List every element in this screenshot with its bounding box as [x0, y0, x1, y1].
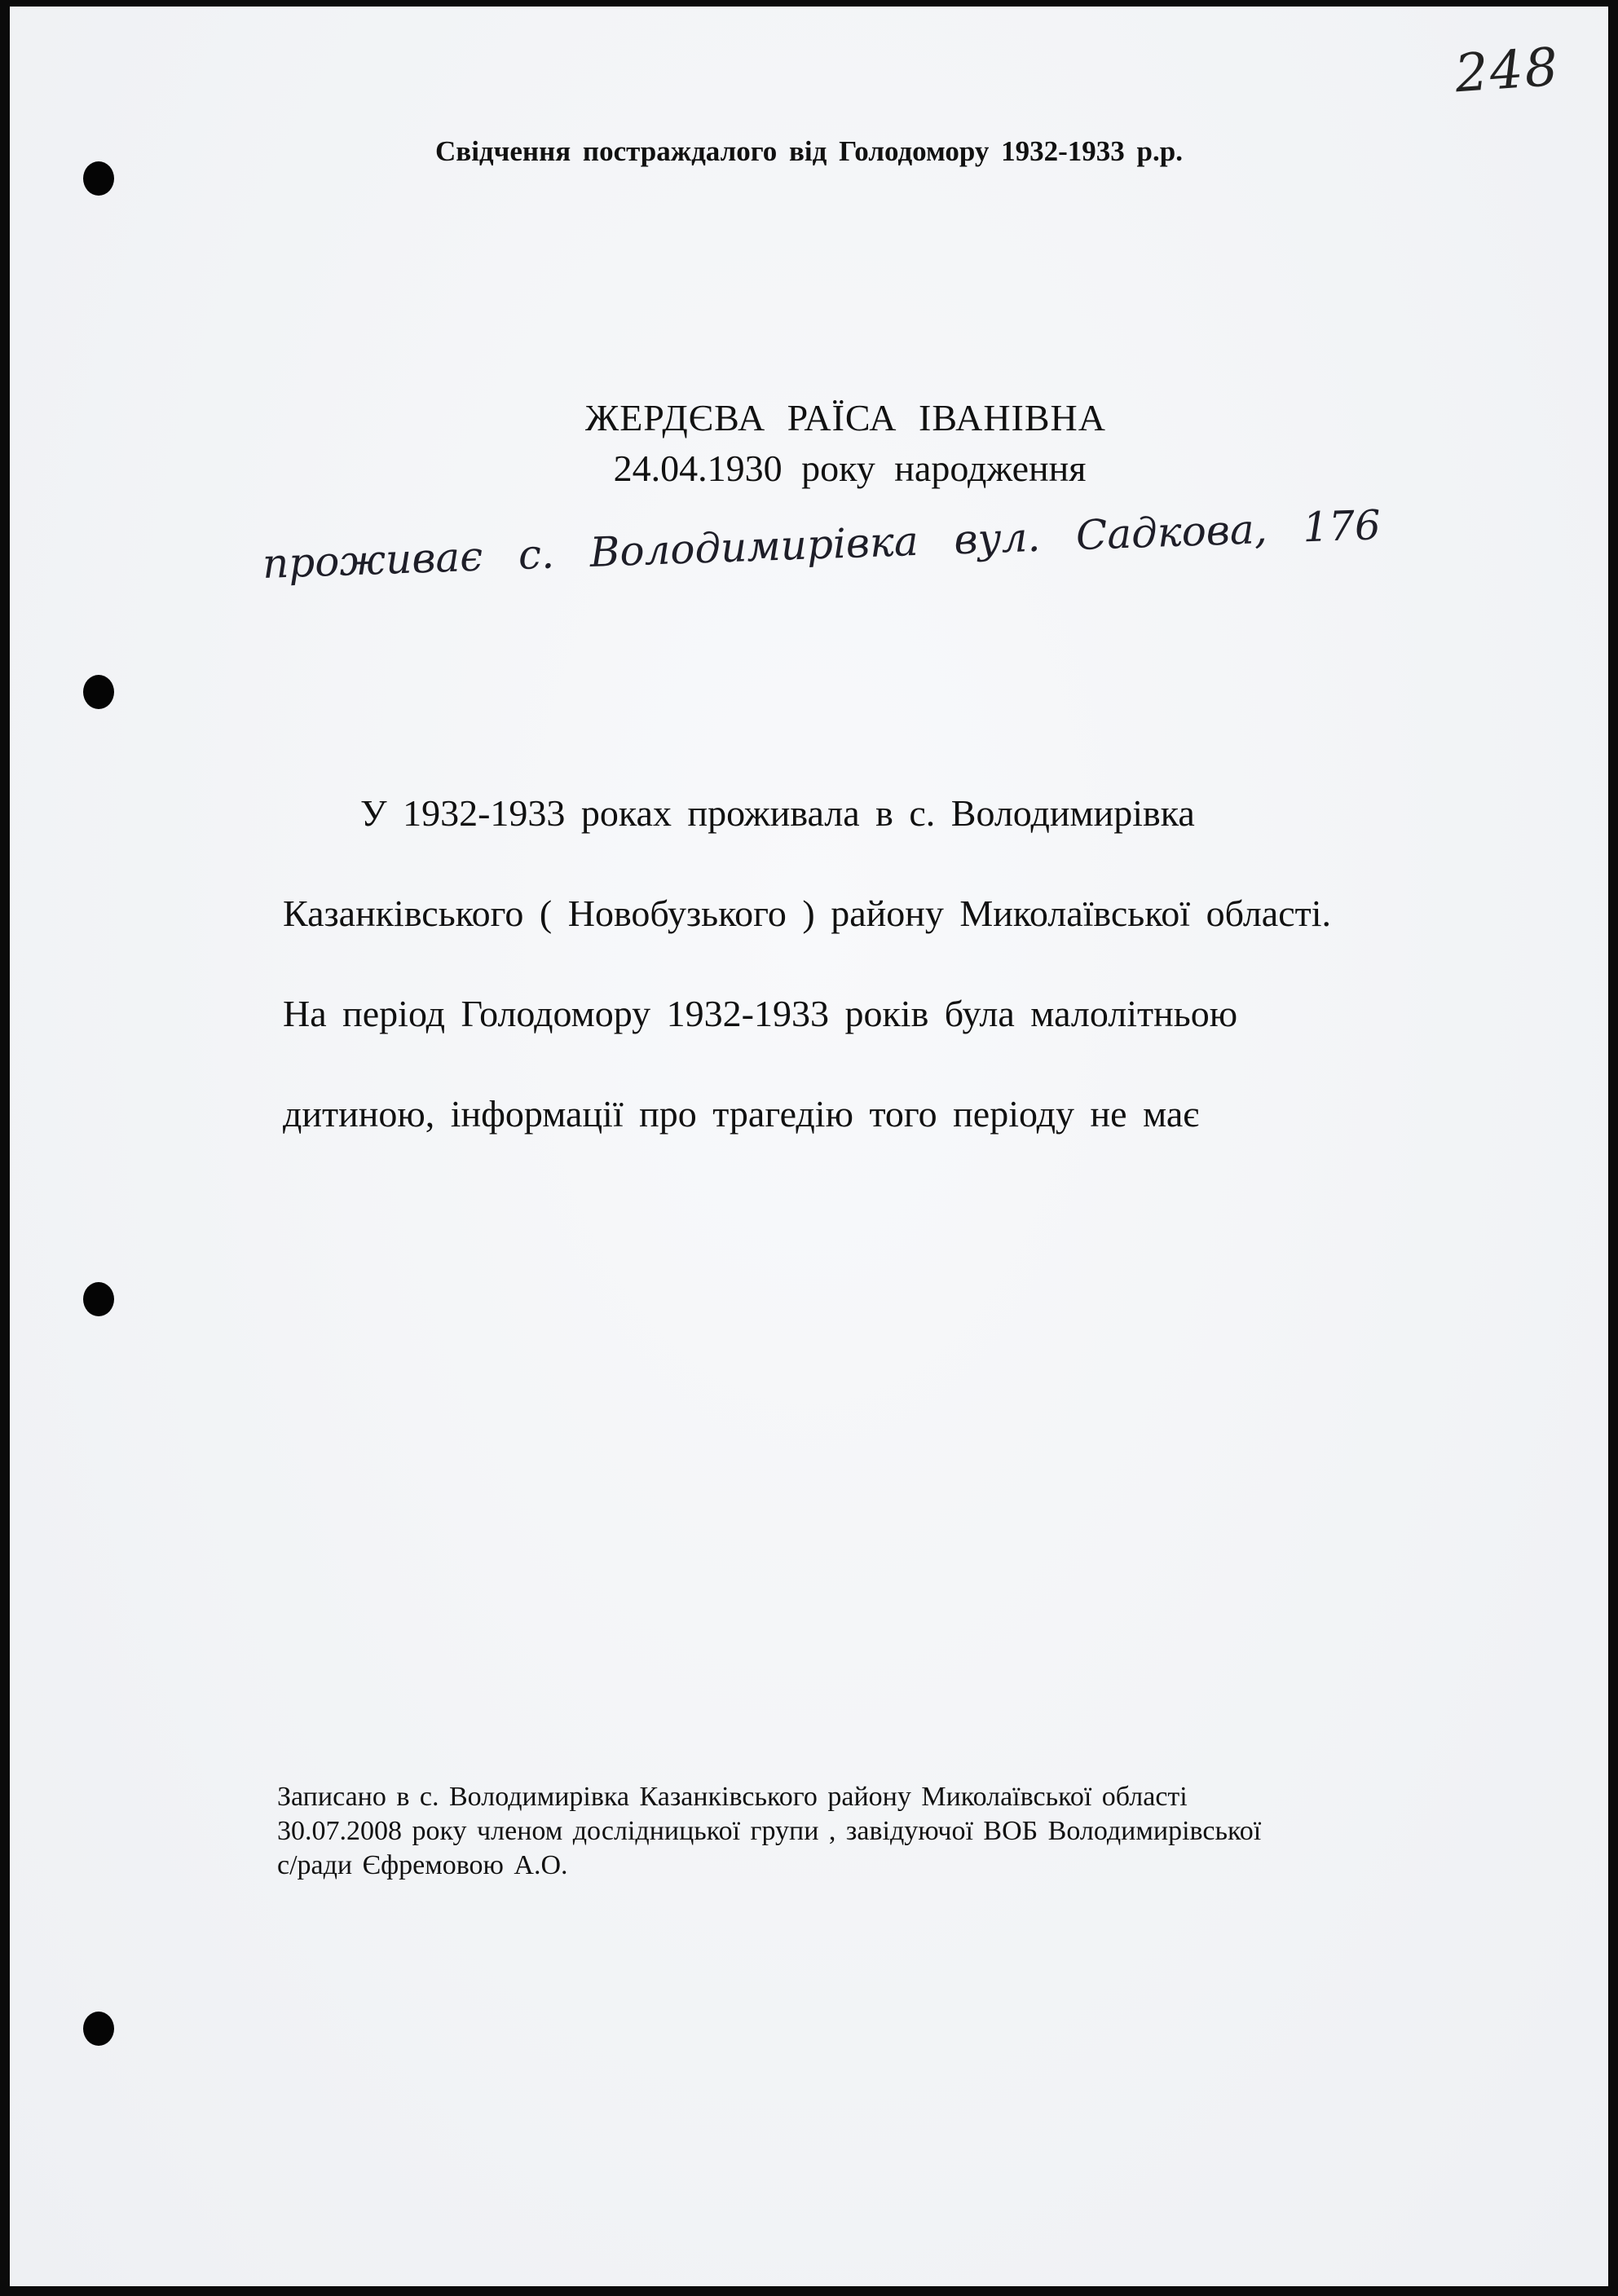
recording-note-line: с/ради Єфремовою А.О. — [277, 1850, 568, 1880]
document-title: Свідчення постраждалого від Голодомору 1932-1933 р.р. — [435, 135, 1183, 167]
testimony-text — [283, 789, 1554, 1190]
testimony-line: На період Голодомору 1932-1933 років була малолітньою — [283, 993, 1238, 1034]
page-number: 248 — [1453, 37, 1562, 105]
punch-hole — [83, 2012, 114, 2046]
document-page — [10, 7, 1608, 2286]
testimony-line: Казанківського ( Новобузького ) району Миколаївської області. — [283, 892, 1332, 934]
testimony-line: дитиною, інформації про трагедію того періоду не має — [283, 1093, 1200, 1135]
recording-note-line: 30.07.2008 року членом дослідницької групи , завідуючої ВОБ Володимирівської — [277, 1816, 1262, 1846]
witness-birth-date: 24.04.1930 року народження — [613, 447, 1087, 489]
punch-hole — [83, 1282, 114, 1316]
punch-hole — [83, 675, 114, 709]
recording-note — [277, 1780, 1549, 1883]
testimony-line: У 1932-1933 роках проживала в с. Володимирівка — [360, 792, 1195, 834]
recording-note-line: Записано в с. Володимирівка Казанківського району Миколаївської області — [277, 1782, 1188, 1812]
handwritten-residence: проживає с. Володимирівка вул. Садкова, 176 — [261, 501, 1382, 588]
witness-name: ЖЕРДЄВА РАЇСА ІВАНІВНА — [584, 397, 1106, 438]
